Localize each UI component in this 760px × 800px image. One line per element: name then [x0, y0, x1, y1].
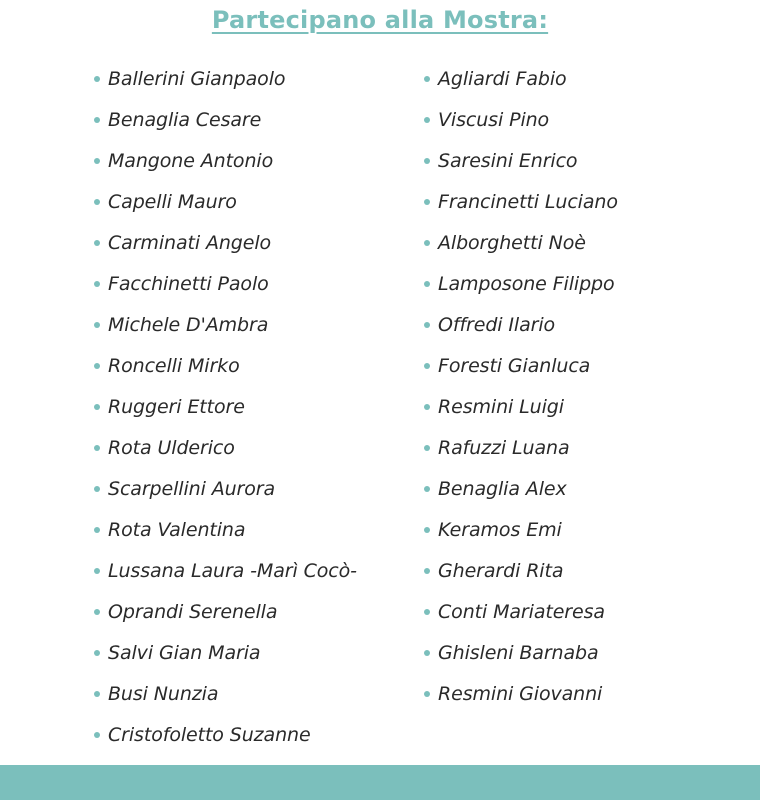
bullet-icon — [94, 117, 100, 123]
bullet-icon — [94, 568, 100, 574]
participant-item — [94, 509, 357, 550]
bullet-icon — [94, 650, 100, 656]
participant-name: Rota Ulderico — [108, 436, 235, 459]
bullet-icon — [94, 76, 100, 82]
participant-item — [424, 632, 618, 673]
participant-item — [424, 509, 618, 550]
participant-item — [94, 427, 357, 468]
bullet-icon — [94, 486, 100, 492]
participant-name: Michele D'Ambra — [108, 313, 269, 336]
participant-item — [94, 304, 357, 345]
participant-item — [424, 263, 618, 304]
participant-name: Roncelli Mirko — [108, 354, 240, 377]
bullet-icon — [94, 240, 100, 246]
participant-name: Capelli Mauro — [108, 190, 237, 213]
participant-name: Ballerini Gianpaolo — [108, 67, 286, 90]
participant-name: Resmini Luigi — [438, 395, 564, 418]
bullet-icon — [94, 527, 100, 533]
bullet-icon — [94, 732, 100, 738]
participant-name: Ruggeri Ettore — [108, 395, 245, 418]
bullet-icon — [424, 76, 430, 82]
participant-name: Rafuzzi Luana — [438, 436, 570, 459]
bullet-icon — [424, 650, 430, 656]
participant-item — [94, 222, 357, 263]
participant-name: Alborghetti Noè — [438, 231, 586, 254]
page-title: Partecipano alla Mostra: — [211, 6, 549, 34]
participant-item — [94, 468, 357, 509]
footer-bar — [0, 765, 760, 800]
participant-name: Scarpellini Aurora — [108, 477, 276, 500]
participant-item — [424, 386, 618, 427]
participant-name: Salvi Gian Maria — [108, 641, 261, 664]
bullet-icon — [424, 486, 430, 492]
participant-name: Agliardi Fabio — [438, 67, 567, 90]
bullet-icon — [424, 609, 430, 615]
participant-name: Busi Nunzia — [108, 682, 219, 705]
bullet-icon — [94, 609, 100, 615]
participant-item — [94, 673, 357, 714]
participant-item — [94, 99, 357, 140]
participant-item — [424, 550, 618, 591]
participant-name: Offredi Ilario — [438, 313, 556, 336]
participant-name: Carminati Angelo — [108, 231, 272, 254]
bullet-icon — [424, 240, 430, 246]
bullet-icon — [94, 363, 100, 369]
participant-name: Benaglia Cesare — [108, 108, 262, 131]
participant-name: Foresti Gianluca — [438, 354, 591, 377]
participant-item — [424, 222, 618, 263]
participant-name: Cristofoletto Suzanne — [108, 723, 311, 746]
bullet-icon — [94, 158, 100, 164]
participant-name: Rota Valentina — [108, 518, 246, 541]
participant-name: Keramos Emi — [438, 518, 562, 541]
participant-name: Oprandi Serenella — [108, 600, 278, 623]
participant-item — [424, 99, 618, 140]
bullet-icon — [424, 527, 430, 533]
participant-item — [424, 140, 618, 181]
bullet-icon — [424, 445, 430, 451]
participant-item — [424, 427, 618, 468]
participant-item — [424, 345, 618, 386]
bullet-icon — [424, 363, 430, 369]
participant-name: Ghisleni Barnaba — [438, 641, 599, 664]
bullet-icon — [94, 199, 100, 205]
participant-item — [424, 304, 618, 345]
bullet-icon — [424, 404, 430, 410]
bullet-icon — [424, 199, 430, 205]
bullet-icon — [424, 322, 430, 328]
bullet-icon — [94, 281, 100, 287]
participant-name: Gherardi Rita — [438, 559, 564, 582]
participant-item — [424, 468, 618, 509]
participant-item — [94, 550, 357, 591]
participants-list-right — [424, 58, 618, 714]
participant-item — [94, 58, 357, 99]
participant-item — [94, 632, 357, 673]
participant-name: Saresini Enrico — [438, 149, 578, 172]
participants-list-left — [94, 58, 357, 755]
participant-name: Lamposone Filippo — [438, 272, 615, 295]
bullet-icon — [94, 322, 100, 328]
participant-name: Viscusi Pino — [438, 108, 550, 131]
bullet-icon — [94, 691, 100, 697]
participant-item — [424, 673, 618, 714]
participant-item — [424, 591, 618, 632]
participant-item — [424, 58, 618, 99]
bullet-icon — [424, 691, 430, 697]
participant-item — [94, 591, 357, 632]
bullet-icon — [424, 568, 430, 574]
participant-item — [94, 345, 357, 386]
participant-name: Mangone Antonio — [108, 149, 274, 172]
bullet-icon — [94, 404, 100, 410]
bullet-icon — [94, 445, 100, 451]
bullet-icon — [424, 281, 430, 287]
participant-item — [94, 263, 357, 304]
bullet-icon — [424, 158, 430, 164]
participant-name: Resmini Giovanni — [438, 682, 603, 705]
participant-item — [94, 140, 357, 181]
participant-name: Facchinetti Paolo — [108, 272, 269, 295]
participant-item — [424, 181, 618, 222]
bullet-icon — [424, 117, 430, 123]
participant-name: Conti Mariateresa — [438, 600, 605, 623]
participant-item — [94, 714, 357, 755]
participant-item — [94, 386, 357, 427]
participant-name: Benaglia Alex — [438, 477, 567, 500]
participant-item — [94, 181, 357, 222]
participant-name: Francinetti Luciano — [438, 190, 618, 213]
participant-name: Lussana Laura -Marì Cocò- — [108, 559, 357, 582]
